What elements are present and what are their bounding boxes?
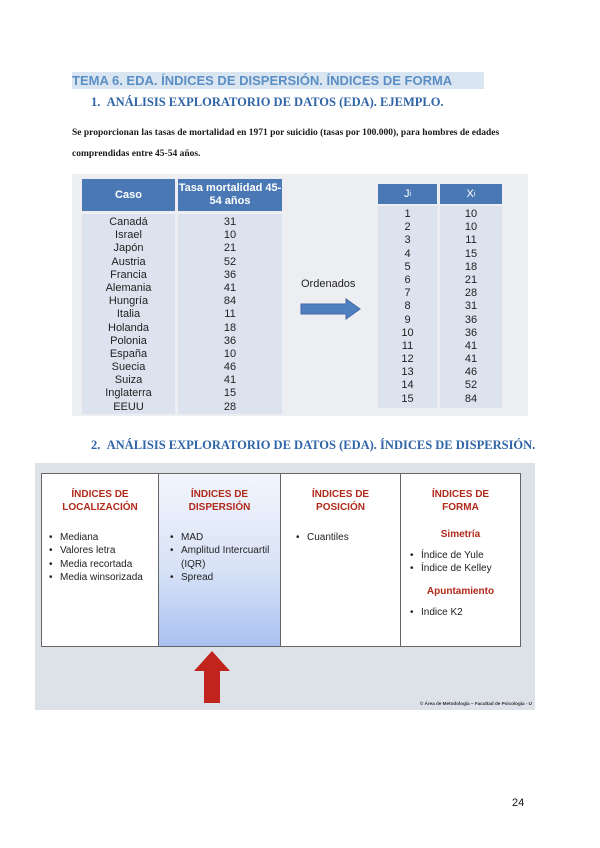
credit-text: © Área de Metodología – Facultad de Psicología - U <box>419 701 532 706</box>
forma-column <box>400 474 520 646</box>
page-title: TEMA 6. EDA. ÍNDICES DE DISPERSIÓN. ÍNDICES DE FORMA <box>72 72 484 89</box>
sorted-value-cell: 10 <box>464 221 478 234</box>
rank-column <box>378 206 437 408</box>
header-x: X i <box>440 184 502 204</box>
dispersion-header: ÍNDICES DE DISPERSIÓN <box>188 489 251 513</box>
rate-cell: 21 <box>223 242 237 255</box>
rank-cell: 1 <box>404 208 411 220</box>
sorted-value-cell: 28 <box>464 287 478 300</box>
country-cell: Francia <box>110 268 147 281</box>
dispersion-item: • Amplitud Intercuartil (IQR) <box>169 544 280 571</box>
country-cell: Inglaterra <box>105 387 152 400</box>
localizacion-list <box>42 531 158 584</box>
country-cell: Alemania <box>105 281 152 294</box>
posicion-item: • Cuantiles <box>295 531 400 544</box>
rate-cell: 36 <box>223 334 237 347</box>
sorted-value-cell: 15 <box>464 247 478 260</box>
sorted-value-cell: 31 <box>464 300 478 313</box>
header-caso: Caso <box>82 179 175 211</box>
localizacion-column <box>42 474 158 646</box>
forma-header: ÍNDICES DE FORMA <box>431 489 490 513</box>
apuntamiento-item: • Indice K2 <box>409 606 520 619</box>
section-1-heading <box>91 95 444 110</box>
sorted-value-cell: 41 <box>464 339 478 352</box>
country-cell: Polonia <box>110 334 147 347</box>
ordenados-label: Ordenados <box>301 278 356 290</box>
header-j: J i <box>378 184 437 204</box>
rate-cell: 10 <box>223 229 237 242</box>
indices-grid <box>41 473 521 647</box>
section-2-heading <box>91 438 535 453</box>
rate-cell: 11 <box>224 308 236 321</box>
posicion-header: ÍNDICES DE POSICIÓN <box>311 489 370 513</box>
rank-cell: 15 <box>401 392 414 405</box>
simetria-label: Simetría <box>440 529 481 540</box>
posicion-list <box>281 531 400 544</box>
localizacion-item: • Media winsorizada <box>48 571 158 584</box>
rank-cell: 8 <box>404 300 411 313</box>
dispersion-item: • Spread <box>169 571 280 584</box>
apuntamiento-list <box>401 606 520 619</box>
rank-cell: 10 <box>401 326 414 339</box>
sorted-value-cell: 52 <box>464 379 478 392</box>
rank-cell: 6 <box>404 273 411 286</box>
sorted-value-cell: 10 <box>464 208 478 220</box>
rate-cell: 84 <box>223 295 237 308</box>
rate-cell: 28 <box>223 400 237 413</box>
simetria-item: • Índice de Yule <box>409 549 520 562</box>
rank-cell: 14 <box>401 379 414 392</box>
sorted-value-cell: 41 <box>464 353 478 366</box>
country-cell: Suiza <box>114 374 143 387</box>
up-arrow-icon <box>193 650 231 704</box>
sorted-table <box>378 184 502 408</box>
sorted-value-cell: 46 <box>464 366 478 379</box>
header-tasa: Tasa mortalidad 45-54 años <box>178 179 282 211</box>
country-cell: Japón <box>113 242 144 255</box>
rate-cell: 15 <box>223 387 237 400</box>
country-cell: EEUU <box>113 400 144 413</box>
dispersion-column <box>158 474 280 646</box>
country-cell: Holanda <box>108 321 149 334</box>
dispersion-item: • MAD <box>169 531 280 544</box>
simetria-item: • Índice de Kelley <box>409 562 520 575</box>
rank-cell: 2 <box>404 221 411 234</box>
localizacion-item: • Valores letra <box>48 544 158 557</box>
sorted-value-cell: 11 <box>465 234 477 247</box>
localizacion-item: • Mediana <box>48 531 158 544</box>
section-2-title: ANÁLISIS EXPLORATORIO DE DATOS (EDA). ÍNDICES DE DISPERSIÓN. <box>106 438 536 452</box>
country-column <box>82 214 175 414</box>
rank-cell: 3 <box>404 234 411 247</box>
localizacion-header: ÍNDICES DE LOCALIZACIÓN <box>62 489 138 513</box>
apuntamiento-label: Apuntamiento <box>426 585 495 597</box>
country-cell: España <box>109 347 148 360</box>
section-1-title: ANÁLISIS EXPLORATORIO DE DATOS (EDA). EJEMPLO. <box>106 95 444 109</box>
rate-cell: 52 <box>223 255 237 268</box>
rank-cell: 12 <box>401 353 414 366</box>
mortality-table <box>82 179 282 414</box>
rank-cell: 4 <box>404 247 411 260</box>
rank-cell: 7 <box>404 287 411 300</box>
posicion-column <box>280 474 400 646</box>
rate-cell: 41 <box>223 374 237 387</box>
simetria-list <box>401 549 520 576</box>
sorted-value-cell: 18 <box>464 260 478 273</box>
localizacion-item: • Media recortada <box>48 558 158 571</box>
rate-cell: 46 <box>223 361 237 374</box>
rate-cell: 18 <box>223 321 237 334</box>
sorted-value-cell: 84 <box>464 392 478 405</box>
dispersion-list <box>159 531 280 584</box>
country-cell: Austria <box>111 255 146 268</box>
sorted-value-cell: 21 <box>464 273 478 286</box>
section-1-number: 1. <box>91 95 101 109</box>
sorted-value-cell: 36 <box>464 313 478 326</box>
rate-cell: 10 <box>223 347 237 360</box>
section-2-number: 2. <box>91 438 101 452</box>
country-cell: Hungría <box>108 295 149 308</box>
rank-cell: 11 <box>401 339 414 352</box>
example-data-panel <box>72 174 528 416</box>
right-arrow-icon <box>300 298 362 320</box>
country-cell: Israel <box>115 229 142 242</box>
indices-panel <box>35 463 535 710</box>
sorted-value-cell: 36 <box>464 326 478 339</box>
country-cell: Suecia <box>111 361 146 374</box>
country-cell: Canadá <box>109 216 148 228</box>
rate-column <box>178 214 282 414</box>
sorted-value-column <box>440 206 502 408</box>
rate-cell: 36 <box>223 268 237 281</box>
rank-cell: 9 <box>404 313 411 326</box>
country-cell: Italia <box>116 308 141 321</box>
rank-cell: 5 <box>404 260 411 273</box>
rank-cell: 13 <box>401 366 414 379</box>
page-number: 24 <box>512 797 525 809</box>
rate-cell: 31 <box>223 216 237 228</box>
rate-cell: 41 <box>223 281 237 294</box>
intro-paragraph: Se proporcionan las tasas de mortalidad en 1971 por suicidio (tasas por 100.000), para hombres de edades comprendidas entre 45-54 años. <box>72 128 500 159</box>
